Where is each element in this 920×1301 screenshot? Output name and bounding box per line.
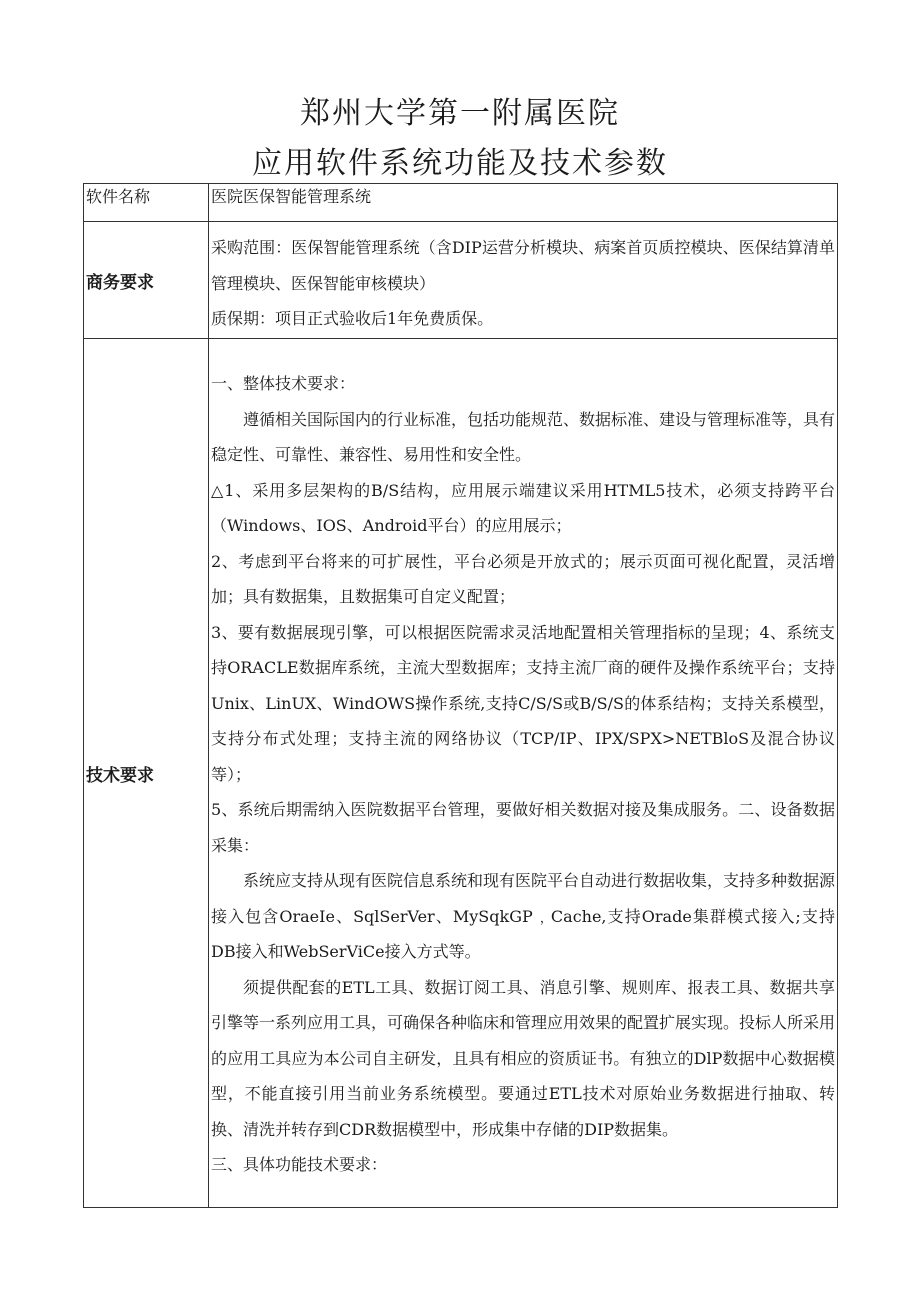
business-warranty-text: 质保期：项目正式验收后1年免费质保。: [211, 309, 494, 328]
spec-table: [83, 183, 838, 1208]
document-title: 郑州大学第一附属医院: [300, 96, 620, 131]
business-scope-text: 采购范围：医保智能管理系统（含DIP运营分析模块、病案首页质控模块、医保结算清单管理模块、医保智能审核模块）: [211, 238, 835, 293]
tech-section-heading-3: 三、具体功能技术要求：: [211, 1155, 388, 1174]
table-row-software-name: [84, 184, 838, 222]
tech-paragraph: 须提供配套的ETL工具、数据订阅工具、消息引擎、规则库、报表工具、数据共享引擎等一系列应用工具，可确保各种临床和管理应用效果的配置扩展实现。投标人所采用的应用工具应为本公司自主研发，且具有相应的资质证书。有独立的DlP数据中心数据模型，不能直接引用当前业务系统模型。要通过ETL技术对原始业务数据进行抽取、转换、清洗并转存到CDR数据模型中，形成集中存储的DIP数据集。: [211, 977, 836, 1139]
business-content: [209, 222, 838, 339]
tech-paragraph: 遵循相关国际国内的行业标准，包括功能规范、数据标准、建设与管理标准等，具有稳定性、可靠性、兼容性、易用性和安全性。: [211, 409, 836, 464]
technical-content: [209, 339, 838, 1208]
software-name-label: 软件名称: [84, 184, 209, 222]
document-subtitle: 应用软件系统功能及技术参数: [252, 146, 668, 181]
technical-label: 技术要求: [84, 339, 209, 1208]
table-row-business: [84, 222, 838, 339]
tech-paragraph: 5、系统后期需纳入医院数据平台管理，要做好相关数据对接及集成服务。二、设备数据采集：: [211, 800, 835, 855]
tech-section-heading-1: 一、整体技术要求：: [211, 374, 356, 393]
tech-paragraph: 2、考虑到平台将来的可扩展性，平台必须是开放式的；展示页面可视化配置，灵活增加；具有数据集，且数据集可自定义配置；: [211, 551, 835, 606]
business-label: 商务要求: [84, 222, 209, 339]
software-name-value: 医院医保智能管理系统: [209, 184, 838, 222]
tech-paragraph: 系统应支持从现有医院信息系统和现有医院平台自动进行数据收集，支持多种数据源接入包含OraeIe、SqlSerVer、MySqkGP﹐Cache,支持Orade集群模式接入;支持DB接入和WebSerViCe接入方式等。: [211, 871, 836, 961]
table-row-technical: [84, 339, 838, 1208]
tech-paragraph: △1、采用多层架构的B/S结构，应用展示端建议采用HTML5技术，必须支持跨平台（Windows、IOS、Android平台）的应用展示；: [211, 480, 835, 535]
tech-paragraph: 3、要有数据展现引擎，可以根据医院需求灵活地配置相关管理指标的呈现；4、系统支持ORACLE数据库系统，主流大型数据库；支持主流厂商的硬件及操作系统平台；支持Unix、LinUX、WindOWS操作系统,支持C/S/S或B/S/S的体系结构；支持关系模型，支持分布式处理；支持主流的网络协议（TCP/IP、IPX/SPX>NETBloS及混合协议等）；: [211, 622, 835, 784]
